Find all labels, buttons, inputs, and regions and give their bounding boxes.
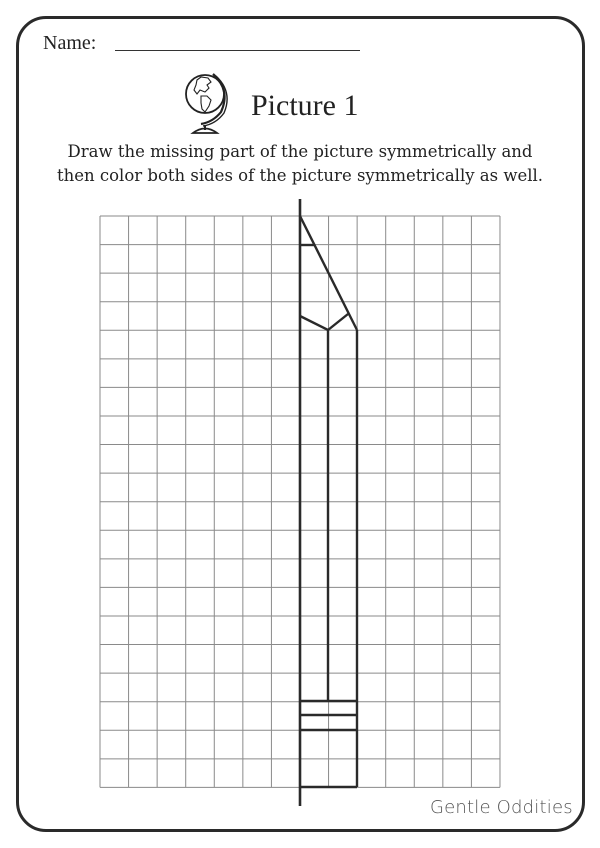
page-title: Picture 1 <box>251 89 359 122</box>
name-label: Name: <box>43 32 97 54</box>
brand-logo: Gentle Oddities <box>430 797 573 818</box>
instructions-line-2: then color both sides of the picture symmetrically as well. <box>56 166 544 185</box>
pencil-wood-edge <box>300 314 348 330</box>
instructions-line-1: Draw the missing part of the picture symmetrically and <box>67 142 533 161</box>
